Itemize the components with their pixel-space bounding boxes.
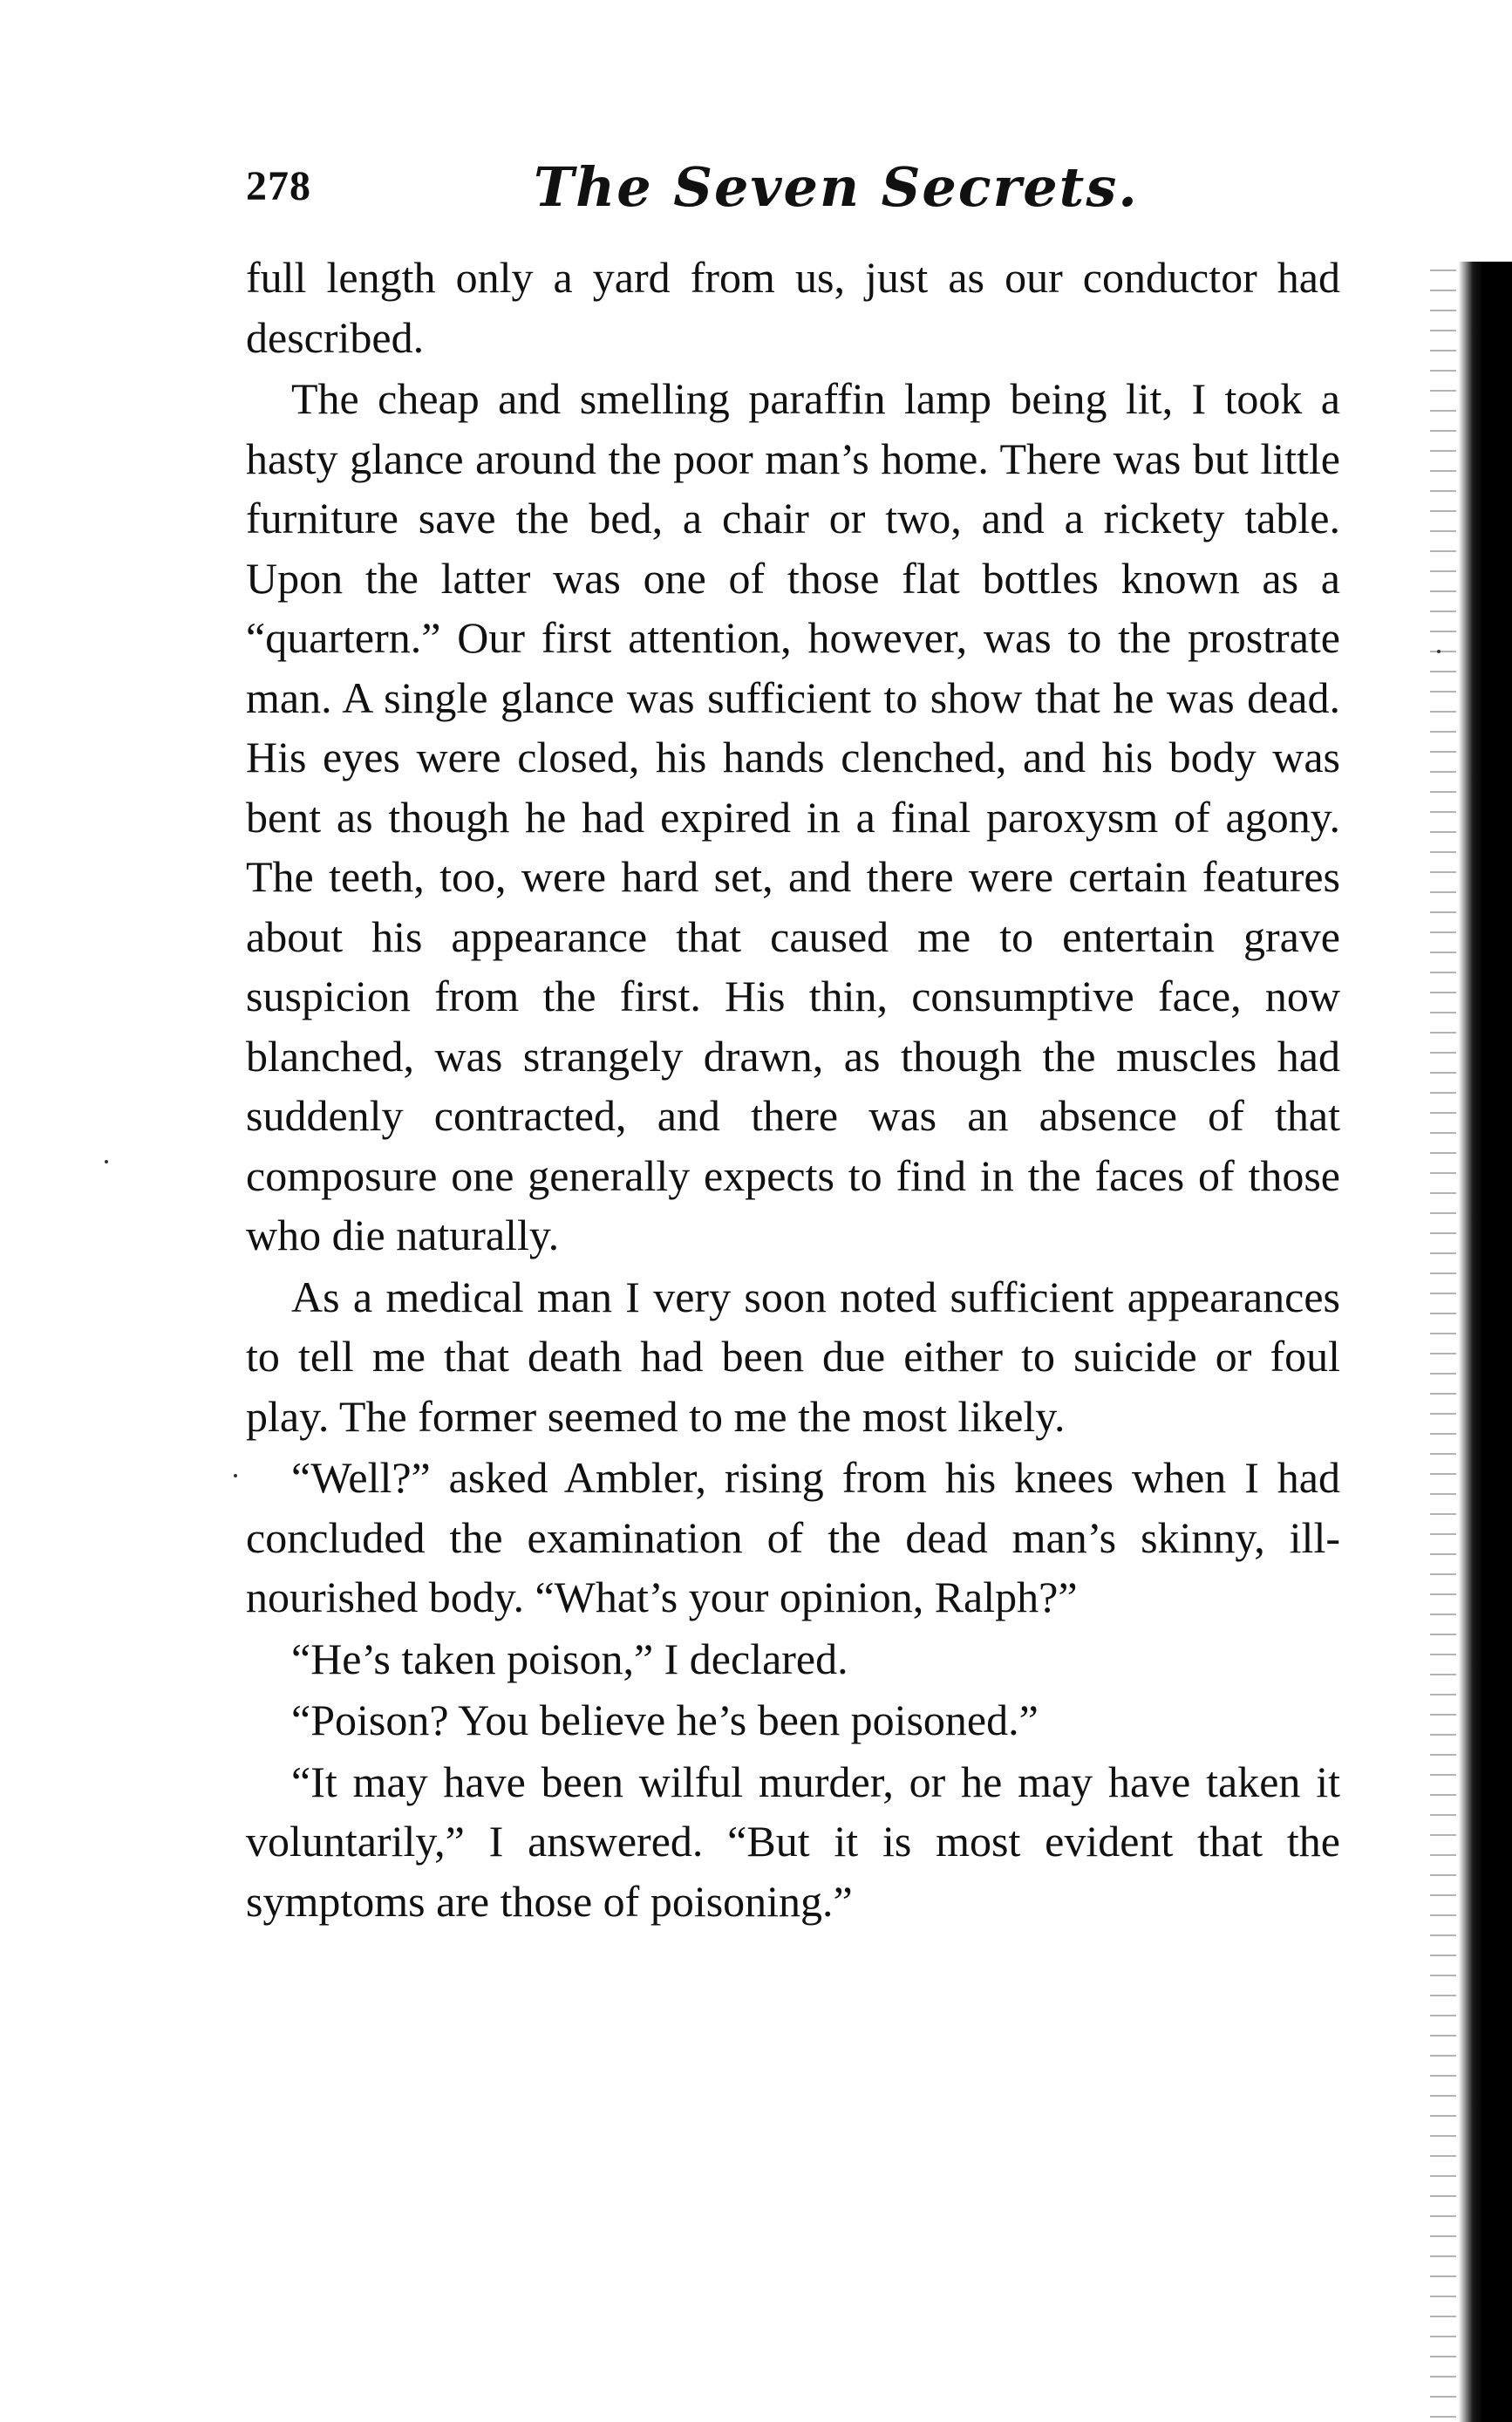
page-header <box>246 155 1340 225</box>
page-number: 278 <box>246 163 311 209</box>
paragraph: “He’s taken poison,” I declared. <box>291 1634 848 1683</box>
paragraph: “Poison? You believe he’s been poisoned.” <box>291 1695 1039 1744</box>
paragraph: “Well?” asked Ambler, rising from his knees when I had concluded the examination of the dead man’s skinny, ill-nourished body. “What’s your opinion, Ralph?” <box>246 1453 1340 1621</box>
scan-speck <box>234 1474 237 1477</box>
scan-speck <box>1437 650 1440 653</box>
paragraph-continued: full length only a yard from us, just as our conductor had described. <box>246 253 1340 362</box>
running-title: The Seven Secrets. <box>534 155 1139 219</box>
scan-speck <box>105 1160 108 1163</box>
binding-edge-texture <box>1430 262 1456 2422</box>
body-text <box>246 248 1340 1931</box>
paragraph: “It may have been wilful murder, or he may have taken it voluntarily,” I answered. “But it is most evident that the symptoms are those of poisoning.” <box>246 1757 1340 1926</box>
paragraph: As a medical man I very soon noted sufficient appearances to tell me that death had been due either to suicide or foul play. The former seemed to me the most likely. <box>246 1272 1340 1441</box>
paragraph: The cheap and smelling paraffin lamp being lit, I took a hasty glance around the poor man’s home. There was but little furniture save the bed, a chair or two, and a rickety table. Upon the latter was one of those flat bottles known as a “quartern.” Our first attention, however, was to the prostrate man. A single glance was sufficient to show that he was dead. His eyes were closed, his hands clenched, and his body was bent as though he had expired in a final paroxysm of agony. The teeth, too, were hard set, and there were certain features about his appearance that caused me to entertain grave suspicion from the first. His thin, consumptive face, now blanched, was strangely drawn, as though the muscles had suddenly contracted, and there was an absence of that composure one generally expects to find in the faces of those who die naturally. <box>246 374 1340 1259</box>
